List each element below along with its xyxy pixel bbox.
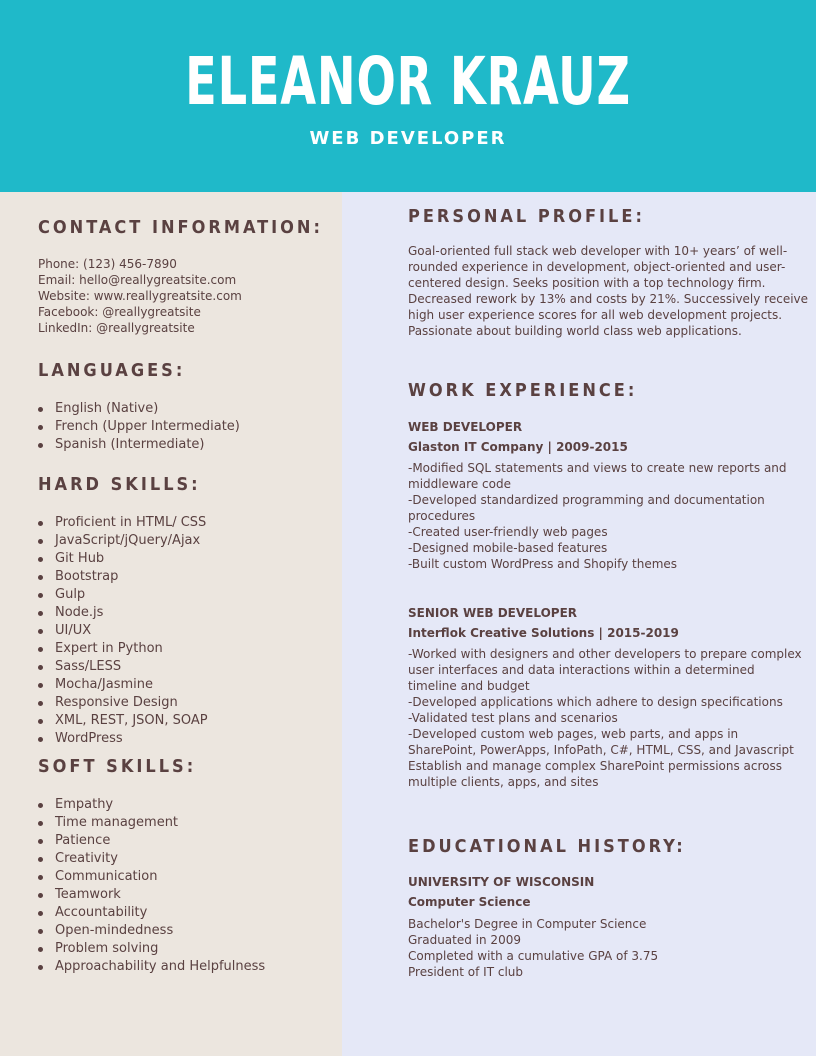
profile-line: centered design. Seeks position with a top technology firm.	[408, 276, 766, 290]
education-school: UNIVERSITY OF WISCONSIN	[408, 875, 595, 889]
list-item: Approachability and Helpfulness	[38, 958, 265, 976]
list-item: Teamwork	[38, 886, 265, 904]
job-2-company: Interflok Creative Solutions | 2015-2019	[408, 626, 679, 640]
education-details	[408, 916, 658, 980]
list-item: Node.js	[38, 604, 208, 622]
languages-list	[38, 400, 240, 454]
list-item: Sass/LESS	[38, 658, 208, 676]
list-item: XML, REST, JSON, SOAP	[38, 712, 208, 730]
list-item: UI/UX	[38, 622, 208, 640]
candidate-name: ELEANOR KRAUZ	[185, 43, 631, 120]
education-heading: EDUCATIONAL HISTORY:	[408, 836, 686, 857]
languages-heading: LANGUAGES:	[38, 360, 186, 381]
list-item: WordPress	[38, 730, 208, 748]
contact-heading: CONTACT INFORMATION:	[38, 217, 323, 238]
profile-line: Passionate about building world class web applications.	[408, 324, 742, 338]
list-item: Communication	[38, 868, 265, 886]
header-banner	[0, 0, 816, 192]
contact-website: Website: www.reallygreatsite.com	[38, 289, 242, 303]
job-line: Establish and manage complex SharePoint permissions across	[408, 759, 783, 773]
education-line: Graduated in 2009	[408, 933, 521, 947]
list-item: Creativity	[38, 850, 265, 868]
list-item: Open-mindedness	[38, 922, 265, 940]
list-item: Patience	[38, 832, 265, 850]
job-line: middleware code	[408, 477, 511, 491]
job-title: WEB DEVELOPER	[309, 128, 507, 149]
education-line: President of IT club	[408, 965, 524, 979]
education-line: Bachelor's Degree in Computer Science	[408, 917, 647, 931]
profile-text	[408, 243, 808, 339]
education-field: Computer Science	[408, 895, 531, 909]
job-1-title: WEB DEVELOPER	[408, 420, 523, 434]
profile-line: Decreased rework by 13% and costs by 21%. Successively receive	[408, 292, 809, 306]
profile-heading: PERSONAL PROFILE:	[408, 206, 645, 227]
contact-linkedin: LinkedIn: @reallygreatsite	[38, 321, 195, 335]
list-item: Accountability	[38, 904, 265, 922]
job-line: -Built custom WordPress and Shopify themes	[408, 557, 678, 571]
job-line: -Modified SQL statements and views to create new reports and	[408, 461, 787, 475]
job-2-details	[408, 646, 802, 790]
list-item: JavaScript/jQuery/Ajax	[38, 532, 208, 550]
job-2-title: SENIOR WEB DEVELOPER	[408, 606, 578, 620]
list-item: Responsive Design	[38, 694, 208, 712]
hard-skills-heading: HARD SKILLS:	[38, 474, 201, 495]
job-line: -Worked with designers and other developers to prepare complex	[408, 647, 802, 661]
job-line: -Developed custom web pages, web parts, and apps in	[408, 727, 739, 741]
job-line: -Designed mobile-based features	[408, 541, 608, 555]
education-line: Completed with a cumulative GPA of 3.75	[408, 949, 659, 963]
job-1-company: Glaston IT Company | 2009-2015	[408, 440, 628, 454]
profile-line: high user experience scores for all web development projects.	[408, 308, 783, 322]
job-line: -Developed applications which adhere to design specifications	[408, 695, 783, 709]
list-item: French (Upper Intermediate)	[38, 418, 240, 436]
job-line: timeline and budget	[408, 679, 530, 693]
list-item: Problem solving	[38, 940, 265, 958]
work-heading: WORK EXPERIENCE:	[408, 380, 638, 401]
soft-skills-heading: SOFT SKILLS:	[38, 756, 197, 777]
list-item: English (Native)	[38, 400, 240, 418]
job-line: user interfaces and data interactions within a determined	[408, 663, 755, 677]
job-line: -Developed standardized programming and documentation	[408, 493, 765, 507]
list-item: Expert in Python	[38, 640, 208, 658]
contact-phone: Phone: (123) 456-7890	[38, 257, 177, 271]
list-item: Spanish (Intermediate)	[38, 436, 240, 454]
profile-line: Goal-oriented full stack web developer with 10+ years’ of well-	[408, 244, 788, 258]
list-item: Bootstrap	[38, 568, 208, 586]
job-1-details	[408, 460, 787, 572]
soft-skills-list	[38, 796, 265, 976]
list-item: Mocha/Jasmine	[38, 676, 208, 694]
list-item: Time management	[38, 814, 265, 832]
hard-skills-list	[38, 514, 208, 748]
profile-line: rounded experience in development, object-oriented and user-	[408, 260, 786, 274]
contact-info	[38, 256, 242, 336]
list-item: Proficient in HTML/ CSS	[38, 514, 208, 532]
list-item: Gulp	[38, 586, 208, 604]
list-item: Empathy	[38, 796, 265, 814]
contact-email: Email: hello@reallygreatsite.com	[38, 273, 237, 287]
list-item: Git Hub	[38, 550, 208, 568]
job-line: SharePoint, PowerApps, InfoPath, C#, HTML, CSS, and Javascript	[408, 743, 794, 757]
job-line: procedures	[408, 509, 476, 523]
job-line: multiple clients, apps, and sites	[408, 775, 599, 789]
job-line: -Validated test plans and scenarios	[408, 711, 618, 725]
contact-facebook: Facebook: @reallygreatsite	[38, 305, 201, 319]
job-line: -Created user-friendly web pages	[408, 525, 608, 539]
